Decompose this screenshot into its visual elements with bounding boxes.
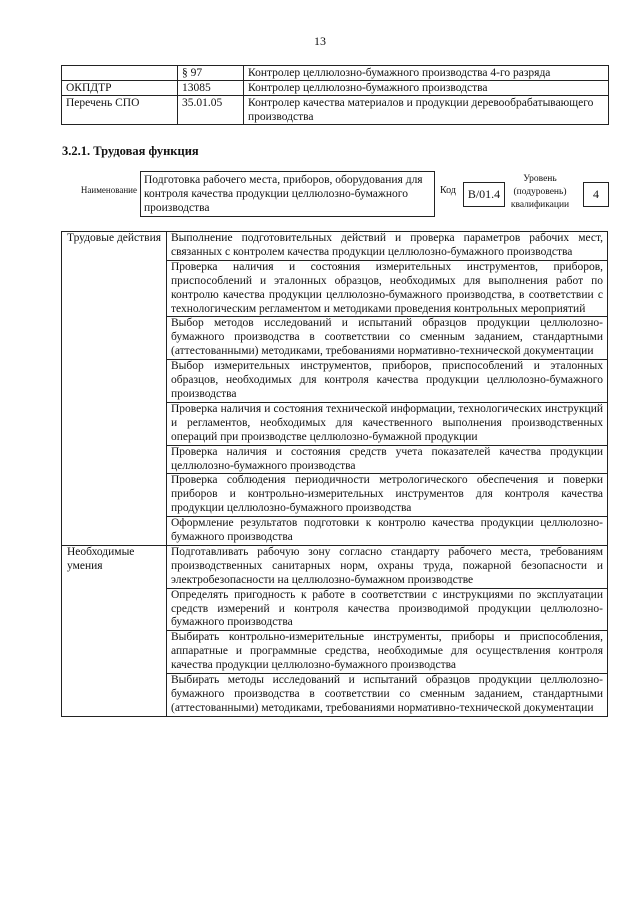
code-cell: 13085 bbox=[178, 81, 244, 96]
section-title: 3.2.1. Трудовая функция bbox=[62, 144, 199, 158]
table-row bbox=[62, 66, 609, 81]
function-details-table bbox=[61, 231, 608, 717]
code-cell: § 97 bbox=[178, 66, 244, 81]
labor-action-item: Выбор измерительных инструментов, приборов, приспособлений и эталонных образцов, необходимых для контроля качества продукции целлюлозно-бумажного производства bbox=[167, 360, 608, 403]
labor-action-item: Проверка наличия и состояния средств учета показателей качества продукции целлюлозно-бумажного производства bbox=[167, 445, 608, 474]
skill-item: Выбирать методы исследований и испытаний образцов продукции целлюлозно-бумажного производства в соответствии со сменным заданием, стандартными (аттестованными) методиками, требованиями нормативно-технической документации bbox=[167, 674, 608, 717]
function-header bbox=[61, 171, 609, 217]
labor-actions-label: Трудовые действия bbox=[62, 232, 167, 546]
labor-action-item: Оформление результатов подготовки к контролю качества продукции целлюлозно-бумажного производства bbox=[167, 517, 608, 546]
classification-table bbox=[61, 65, 609, 125]
skill-item: Определять пригодность к работе в соответствии с инструкциями по эксплуатации средств измерений и контроля качества производимой продукции целлюлозно-бумажного производства bbox=[167, 588, 608, 631]
title-cell: Контролер целлюлозно-бумажного производства 4-го разряда bbox=[244, 66, 609, 81]
labor-action-item: Выполнение подготовительных действий и проверка параметров рабочих мест, связанных с контролем качества продукции целлюлозно-бумажного производства bbox=[167, 232, 608, 261]
table-row bbox=[62, 232, 608, 261]
function-name: Подготовка рабочего места, приборов, оборудования для контроля качества продукции целлюлозно-бумажного производства bbox=[140, 171, 435, 217]
qualification-level-label: Уровень (подуровень) квалификации bbox=[510, 174, 570, 210]
labor-action-item: Выбор методов исследований и испытаний образцов продукции целлюлозно-бумажного производства в соответствии со сменным заданием, стандартными (аттестованными) методиками, требованиями нормативно-технической документации bbox=[167, 317, 608, 360]
qualification-level: 4 bbox=[583, 182, 609, 207]
function-name-label: Наименование bbox=[80, 185, 137, 195]
labor-action-item: Проверка наличия и состояния технической информации, технологических инструкций и регламентов, необходимых для качественного выполнения производственных операций при производстве целлюлозно-бумажной продукции bbox=[167, 402, 608, 445]
page-number: 13 bbox=[314, 34, 326, 48]
code-cell: 35.01.05 bbox=[178, 96, 244, 125]
labor-action-item: Проверка наличия и состояния измерительных инструментов, приборов, приспособлений и эталонных образцов, необходимых для выполнения работ по контролю качества продукции целлюлозно-бумажного производства, в соответствии с технологическим регламентом и методиками проведения контрольных мероприятий bbox=[167, 260, 608, 317]
table-row bbox=[62, 96, 609, 125]
skill-item: Подготавливать рабочую зону согласно стандарту рабочего места, требованиям производственных санитарных норм, охраны труда, пожарной безопасности и электробезопасности на целлюлозно-бумажном производстве bbox=[167, 545, 608, 588]
title-cell: Контролер качества материалов и продукции деревообрабатывающего производства bbox=[244, 96, 609, 125]
labor-action-item: Проверка соблюдения периодичности метрологического обеспечения и поверки приборов и контрольно-измерительных инструментов для контроля качества продукции целлюлозно-бумажного производства bbox=[167, 474, 608, 517]
skill-item: Выбирать контрольно-измерительные инструменты, приборы и приспособления, аппаратные и программные средства, необходимые для осуществления контроля качества продукции целлюлозно-бумажного производства bbox=[167, 631, 608, 674]
required-skills-label: Необходимые умения bbox=[62, 545, 167, 716]
code-type-cell bbox=[62, 66, 178, 81]
function-code: B/01.4 bbox=[463, 182, 505, 207]
code-type-cell: ОКПДТР bbox=[62, 81, 178, 96]
table-row bbox=[62, 81, 609, 96]
code-type-cell: Перечень СПО bbox=[62, 96, 178, 125]
title-cell: Контролер целлюлозно-бумажного производства bbox=[244, 81, 609, 96]
table-row bbox=[62, 545, 608, 588]
function-code-label: Код bbox=[440, 185, 456, 196]
